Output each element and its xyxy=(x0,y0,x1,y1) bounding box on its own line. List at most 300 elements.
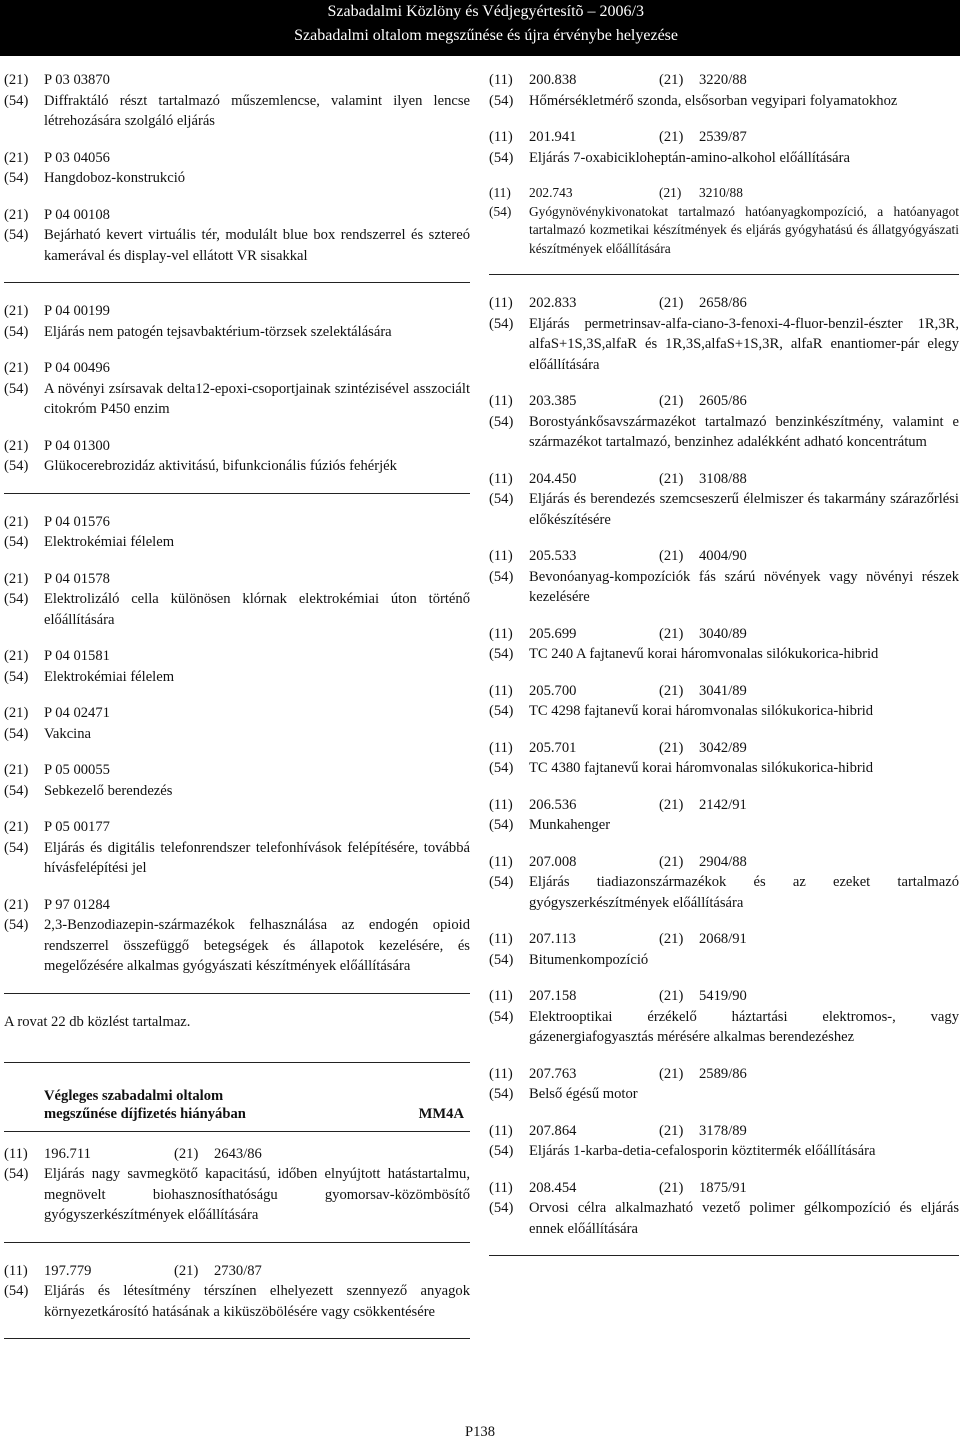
section-title-line1: Végleges szabadalmi oltalom xyxy=(44,1087,224,1104)
code-21: (21) xyxy=(659,470,684,487)
separator-line xyxy=(4,1338,470,1339)
code-54: (54) xyxy=(4,380,29,397)
patent-entry xyxy=(489,293,959,375)
entry-title-row xyxy=(489,701,959,722)
application-number: 2589/86 xyxy=(699,1065,747,1082)
code-54: (54) xyxy=(4,782,29,799)
section-heading xyxy=(4,1087,470,1123)
patent-entry xyxy=(4,895,470,977)
patent-number: 207.763 xyxy=(529,1065,577,1082)
patent-number: 200.838 xyxy=(529,72,577,88)
separator-line xyxy=(4,1242,470,1243)
code-11: (11) xyxy=(489,625,513,642)
code-11: (11) xyxy=(489,129,513,145)
patent-entry xyxy=(4,703,470,744)
application-number: 2068/91 xyxy=(699,931,747,947)
code-54: (54) xyxy=(4,839,29,856)
invention-title: Vakcina xyxy=(44,725,92,742)
entry-title-row xyxy=(4,781,470,802)
code-54: (54) xyxy=(489,646,514,662)
patent-entry xyxy=(4,817,470,879)
code-21: (21) xyxy=(4,648,29,664)
patent-entry xyxy=(4,760,470,801)
header-subtitle: Szabadalmi oltalom megszűnése és újra érvénybe helyezése xyxy=(294,27,678,44)
entry-number-row xyxy=(489,127,959,148)
patent-number: 205.701 xyxy=(529,739,577,756)
entry-title-row xyxy=(489,950,959,971)
patent-entry xyxy=(4,512,470,553)
entry-gap xyxy=(4,630,470,646)
code-54: (54) xyxy=(4,227,29,243)
patent-entry xyxy=(4,358,470,420)
entry-number-row xyxy=(4,1144,470,1165)
application-number: 2539/87 xyxy=(699,129,747,145)
invention-title: Eljárás és berendezés szemcseszerű élelmiszer és takarmány szárazőrlési előkészítésére xyxy=(529,491,959,528)
section-title-line2: megszűnése díjfizetés hiányában xyxy=(44,1105,246,1122)
entry-title-row xyxy=(489,148,959,169)
entry-number-row xyxy=(489,624,959,645)
code-11: (11) xyxy=(489,739,513,756)
code-11: (11) xyxy=(489,295,513,311)
entry-number-row xyxy=(4,1261,470,1282)
entry-gap xyxy=(489,1105,959,1121)
left-column xyxy=(4,70,470,1357)
invention-title: Bevonóanyag-kompozíciók fás szárú növények vagy növényi részek kezelésére xyxy=(529,568,959,605)
application-number: 3210/88 xyxy=(699,185,743,200)
code-21: (21) xyxy=(659,548,684,564)
code-54: (54) xyxy=(4,917,29,933)
code-54: (54) xyxy=(489,760,514,776)
code-21: (21) xyxy=(4,303,29,319)
application-number: P 05 00055 xyxy=(44,762,110,778)
entry-gap xyxy=(4,879,470,895)
header-title: Szabadalmi Közlöny és Védjegyértesítõ – 2006/3 xyxy=(327,3,644,20)
entry-gap xyxy=(489,779,959,795)
code-11: (11) xyxy=(489,931,513,947)
code-21: (21) xyxy=(659,682,684,699)
entry-title-row xyxy=(489,1141,959,1162)
patent-entry xyxy=(489,184,959,258)
invention-title: Bejárható kevert virtuális tér, modulált blue box rendszerrel és sztereó kamerával és display-vel ellátott VR sisakkal xyxy=(44,227,470,264)
code-21: (21) xyxy=(4,72,29,88)
patent-entry xyxy=(489,681,959,722)
section-code: MM4A xyxy=(418,1105,464,1122)
code-11: (11) xyxy=(4,1262,28,1279)
entry-number-row xyxy=(489,986,959,1007)
entry-title-row xyxy=(489,489,959,530)
application-number: P 04 02471 xyxy=(44,705,110,721)
patent-number: 207.008 xyxy=(529,853,577,870)
code-21: (21) xyxy=(4,437,29,454)
entry-gap xyxy=(4,132,470,148)
invention-title: Eljárás és digitális telefonrendszer telefonhívások felépítésére, továbbá hívásfelépítési jel xyxy=(44,839,470,876)
code-11: (11) xyxy=(4,1145,28,1162)
patent-number: 204.450 xyxy=(529,470,577,487)
invention-title: TC 4298 fajtanevű korai háromvonalas silókukorica-hibrid xyxy=(529,703,874,719)
code-54: (54) xyxy=(4,323,29,340)
code-11: (11) xyxy=(489,470,513,487)
patent-entry xyxy=(4,646,470,687)
invention-title: Elektrokémiai félelem xyxy=(44,668,175,685)
patent-entry xyxy=(4,1144,470,1226)
code-54: (54) xyxy=(489,703,514,719)
patent-number: 205.533 xyxy=(529,548,577,564)
invention-title: Glükocerebrozidáz aktivitású, bifunkcionális fúziós fehérjék xyxy=(44,458,397,474)
entry-title-row xyxy=(489,1084,959,1105)
patent-entry xyxy=(489,795,959,836)
entry-title-row xyxy=(4,724,470,745)
entry-title-row xyxy=(4,838,470,879)
entry-title-row xyxy=(4,1281,470,1322)
application-number: 3220/88 xyxy=(699,72,747,88)
code-54: (54) xyxy=(4,1166,29,1182)
entry-number-row xyxy=(489,70,959,91)
patent-entry xyxy=(489,469,959,531)
entry-title-row xyxy=(489,314,959,376)
separator-line xyxy=(4,1131,470,1132)
application-number: P 04 00199 xyxy=(44,303,110,319)
code-21: (21) xyxy=(4,762,29,778)
application-number: 3040/89 xyxy=(699,625,747,642)
code-11: (11) xyxy=(489,853,513,870)
code-11: (11) xyxy=(489,1065,513,1082)
code-21: (21) xyxy=(659,129,684,145)
entry-gap xyxy=(489,111,959,127)
separator-line xyxy=(4,493,470,494)
code-21: (21) xyxy=(659,796,684,813)
invention-title: Eljárás 7-oxabicikloheptán-amino-alkohol előállítására xyxy=(529,149,850,166)
application-number: P 04 01300 xyxy=(44,437,110,454)
patent-number: 205.699 xyxy=(529,625,577,642)
entry-number-row xyxy=(4,70,470,91)
entry-gap xyxy=(489,913,959,929)
entry-number-row xyxy=(4,358,470,379)
application-number: P 04 01576 xyxy=(44,513,110,530)
entry-number-row xyxy=(4,301,470,322)
entry-number-row xyxy=(4,760,470,781)
patent-entry xyxy=(489,70,959,111)
code-11: (11) xyxy=(489,393,513,409)
code-54: (54) xyxy=(4,725,29,742)
code-21: (21) xyxy=(4,206,29,223)
patent-entry xyxy=(489,1121,959,1162)
invention-title: Borostyánkősavszármazékot tartalmazó benzinkészítmény, valamint e származékot tartalmazó, benzinhez adalékként adható koncentrátum xyxy=(529,413,959,450)
entry-number-row xyxy=(489,852,959,873)
patent-number: 197.779 xyxy=(44,1262,92,1279)
code-54: (54) xyxy=(4,1283,29,1299)
entry-title-row xyxy=(489,758,959,779)
invention-title: Bitumenkompozíció xyxy=(529,951,649,968)
code-21: (21) xyxy=(659,72,684,88)
code-11: (11) xyxy=(489,72,513,88)
entry-title-row xyxy=(4,532,470,553)
entry-gap xyxy=(489,168,959,184)
code-21: (21) xyxy=(4,570,29,587)
entry-number-row xyxy=(4,895,470,916)
entry-number-row xyxy=(489,469,959,490)
patent-entry xyxy=(489,546,959,608)
code-54: (54) xyxy=(4,668,29,685)
entry-title-row xyxy=(489,412,959,453)
application-number: P 04 01578 xyxy=(44,570,110,587)
code-21: (21) xyxy=(4,705,29,721)
invention-title: A növényi zsírsavak delta12-epoxi-csoportjainak szintézisével asszociált citokróm P450 enzim xyxy=(44,380,470,417)
code-21: (21) xyxy=(659,1179,684,1196)
invention-title: Elektrooptikai érzékelő háztartási elektromos-, vagy gázenergiafogyasztás mérésére alkalmas berendezéshez xyxy=(529,1008,959,1045)
entry-title-row xyxy=(4,667,470,688)
application-number: 3041/89 xyxy=(699,682,747,699)
patent-entry xyxy=(489,624,959,665)
code-11: (11) xyxy=(489,1122,513,1139)
invention-title: Eljárás permetrinsav-alfa-ciano-3-fenoxi-4-fluor-benzil-észter 1R,3R, alfaS+1S,3S,alfaR és 1R,3S,alfaS+1S,3R, alfaR enantiomer-pár elegy előállítására xyxy=(529,315,959,373)
invention-title: Sebkezelő berendezés xyxy=(44,782,173,799)
entry-gap xyxy=(489,836,959,852)
entry-title-row xyxy=(4,91,470,132)
page-number: P138 xyxy=(464,1424,495,1440)
patent-entry xyxy=(489,1178,959,1240)
entry-number-row xyxy=(489,929,959,950)
code-21: (21) xyxy=(4,819,29,835)
entry-number-row xyxy=(489,184,959,203)
code-54: (54) xyxy=(489,951,514,968)
code-54: (54) xyxy=(489,817,514,833)
entry-title-row xyxy=(489,1007,959,1048)
code-21: (21) xyxy=(174,1262,199,1279)
entry-title-row xyxy=(4,915,470,977)
patent-number: 201.941 xyxy=(529,129,577,145)
application-number: 2643/86 xyxy=(214,1145,262,1162)
application-number: 1875/91 xyxy=(699,1179,747,1196)
code-54: (54) xyxy=(4,92,29,109)
application-number: P 04 00496 xyxy=(44,360,110,376)
invention-title: Gyógynövénykivonatokat tartalmazó hatóanyagkompozíció, a hatóanyagot tartalmazó kozmetikai készítmények és eljárás gyógyhatású és állatgyógyászati készítmények előállítására xyxy=(529,203,959,256)
invention-title: Eljárás tiadiazonszármazékok és az ezeket tartalmazó gyógyszerkészítmények előállítására xyxy=(529,874,959,911)
code-54: (54) xyxy=(4,170,29,186)
application-number: P 04 01581 xyxy=(44,648,110,664)
entry-title-row xyxy=(489,644,959,665)
patent-number: 196.711 xyxy=(44,1145,91,1162)
code-54: (54) xyxy=(489,203,512,219)
entry-title-row xyxy=(4,225,470,266)
patent-entry xyxy=(489,852,959,914)
code-21: (21) xyxy=(659,739,684,756)
code-11: (11) xyxy=(489,682,513,699)
patent-number: 203.385 xyxy=(529,393,577,409)
patent-entry xyxy=(489,929,959,970)
code-21: (21) xyxy=(659,185,682,200)
entry-title-row xyxy=(4,589,470,630)
code-11: (11) xyxy=(489,796,513,813)
patent-number: 202.743 xyxy=(529,185,573,200)
code-54: (54) xyxy=(489,315,514,332)
invention-title: TC 4380 fajtanevű korai háromvonalas silókukorica-hibrid xyxy=(529,760,874,776)
entry-number-row xyxy=(489,795,959,816)
entry-number-row xyxy=(4,703,470,724)
entry-gap xyxy=(489,453,959,469)
patent-entry xyxy=(489,391,959,453)
patent-number: 207.113 xyxy=(529,931,576,947)
patent-number: 207.158 xyxy=(529,988,577,1004)
invention-title: Elektrokémiai félelem xyxy=(44,534,175,550)
entry-title-row xyxy=(4,379,470,420)
entry-title-row xyxy=(489,91,959,112)
entry-gap xyxy=(4,189,470,205)
page-header xyxy=(0,0,960,56)
application-number: P 03 03870 xyxy=(44,72,110,88)
entry-title-row xyxy=(489,872,959,913)
code-11: (11) xyxy=(489,185,511,200)
application-number: 2658/86 xyxy=(699,295,747,311)
entry-gap xyxy=(4,553,470,569)
application-number: 2605/86 xyxy=(699,393,747,409)
patent-number: 205.700 xyxy=(529,682,577,699)
entry-number-row xyxy=(4,817,470,838)
application-number: 5419/90 xyxy=(699,988,747,1004)
application-number: 3042/89 xyxy=(699,739,747,756)
code-21: (21) xyxy=(4,896,29,913)
entry-number-row xyxy=(4,512,470,533)
application-number: P 03 04056 xyxy=(44,149,110,166)
patent-entry xyxy=(4,569,470,631)
entry-number-row xyxy=(489,1121,959,1142)
entry-title-row xyxy=(489,1198,959,1239)
invention-title: Diffraktáló részt tartalmazó műszemlencse, valamint ilyen lencse létrehozására szolgáló eljárás xyxy=(44,92,470,129)
entry-title-row xyxy=(4,168,470,189)
entry-gap xyxy=(489,722,959,738)
code-21: (21) xyxy=(4,149,29,166)
code-54: (54) xyxy=(489,1008,514,1025)
patent-entry xyxy=(4,301,470,342)
patent-number: 206.536 xyxy=(529,796,577,813)
invention-title: Eljárás 1-karba-detia-cefalosporin köztitermék előállítására xyxy=(529,1143,876,1159)
application-number: P 97 01284 xyxy=(44,896,110,913)
separator-line xyxy=(4,282,470,283)
code-21: (21) xyxy=(174,1145,199,1162)
code-21: (21) xyxy=(659,1065,684,1082)
entry-number-row xyxy=(489,738,959,759)
entry-gap xyxy=(489,1048,959,1064)
patent-number: 202.833 xyxy=(529,295,577,311)
entry-gap xyxy=(489,970,959,986)
invention-title: TC 240 A fajtanevű korai háromvonalas silókukorica-hibrid xyxy=(529,646,879,662)
entry-number-row xyxy=(4,436,470,457)
invention-title: Eljárás nagy savmegkötő kapacitású, időben elnyújtott hatástartalmu, megnövelt biohasznosíthatóságu gyomorsav-közömbösítő gyógyszerkészítmények előállítására xyxy=(44,1166,470,1223)
code-21: (21) xyxy=(659,625,684,642)
patent-entry xyxy=(4,436,470,477)
code-54: (54) xyxy=(489,568,514,585)
entry-gap xyxy=(4,687,470,703)
code-21: (21) xyxy=(659,853,684,870)
entry-gap xyxy=(489,608,959,624)
separator-line xyxy=(489,1255,959,1256)
entry-number-row xyxy=(489,1064,959,1085)
entry-gap xyxy=(489,375,959,391)
application-number: 2730/87 xyxy=(214,1262,262,1279)
separator-line xyxy=(489,274,959,275)
code-54: (54) xyxy=(489,874,514,890)
code-54: (54) xyxy=(4,458,29,474)
invention-title: Hangdoboz-konstrukció xyxy=(44,170,186,186)
entry-number-row xyxy=(4,569,470,590)
code-21: (21) xyxy=(659,295,684,311)
application-number: 3178/89 xyxy=(699,1122,747,1139)
code-54: (54) xyxy=(489,1143,514,1159)
right-column xyxy=(489,70,959,1274)
code-54: (54) xyxy=(4,591,29,607)
invention-title: Eljárás nem patogén tejsavbaktérium-törzsek szelektálására xyxy=(44,323,392,340)
entry-gap xyxy=(489,1162,959,1178)
code-21: (21) xyxy=(659,988,684,1004)
entry-number-row xyxy=(489,1178,959,1199)
section-heading-text xyxy=(44,1087,246,1123)
patent-entry xyxy=(489,1064,959,1105)
entry-title-row xyxy=(4,322,470,343)
patent-entry xyxy=(4,1261,470,1323)
invention-title: Belső égésű motor xyxy=(529,1086,638,1102)
code-21: (21) xyxy=(659,931,684,947)
patent-entry xyxy=(4,148,470,189)
code-54: (54) xyxy=(489,1200,514,1216)
entry-gap xyxy=(4,420,470,436)
code-54: (54) xyxy=(489,413,514,430)
invention-title: Elektrolizáló cella különösen klórnak elektrokémiai úton történő előállítására xyxy=(44,591,470,628)
code-11: (11) xyxy=(489,548,513,564)
code-54: (54) xyxy=(4,534,29,550)
application-number: 3108/88 xyxy=(699,470,747,487)
entry-gap xyxy=(4,342,470,358)
entry-gap xyxy=(489,665,959,681)
invention-title: Orvosi célra alkalmazható vezető polimer gélkompozíció és eljárás ennek előállítására xyxy=(529,1200,959,1237)
code-21: (21) xyxy=(659,393,684,409)
code-54: (54) xyxy=(489,1086,514,1102)
patent-entry xyxy=(489,986,959,1048)
separator-line xyxy=(4,993,470,994)
patent-entry xyxy=(4,205,470,267)
code-21: (21) xyxy=(4,360,29,376)
entry-gap xyxy=(4,801,470,817)
invention-title: 2,3-Benzodiazepin-származékok felhasználása az endogén opioid rendszerrel összefüggő betegségek és állapotok kezelésére, és megelőzésére alkalmas gyógyászati készítmények előállítására xyxy=(44,917,470,974)
invention-title: Hőmérsékletmérő szonda, elsősorban vegyipari folyamatokhoz xyxy=(529,92,898,109)
code-54: (54) xyxy=(489,92,514,109)
application-number: 2904/88 xyxy=(699,853,747,870)
entry-number-row xyxy=(4,646,470,667)
entry-number-row xyxy=(489,391,959,412)
entry-title-row xyxy=(4,456,470,477)
application-number: P 04 00108 xyxy=(44,206,110,223)
application-number: 2142/91 xyxy=(699,796,747,813)
entry-number-row xyxy=(4,148,470,169)
entry-gap xyxy=(4,744,470,760)
entry-title-row xyxy=(4,1164,470,1226)
code-54: (54) xyxy=(489,149,514,166)
entry-number-row xyxy=(489,681,959,702)
entry-title-row xyxy=(489,567,959,608)
entry-number-row xyxy=(489,293,959,314)
entry-title-row xyxy=(489,203,959,259)
application-number: 4004/90 xyxy=(699,548,747,564)
patent-number: 207.864 xyxy=(529,1122,577,1139)
invention-title: Munkahenger xyxy=(529,817,611,833)
patent-entry xyxy=(489,738,959,779)
invention-title: Eljárás és létesítmény térszínen elhelyezett szennyező anyagok környezetkárosító hatásának a kiküszöbölésére vagy csökkentésére xyxy=(44,1283,470,1320)
section-count-note: A rovat 22 db közlést tartalmaz. xyxy=(4,1013,191,1030)
code-21: (21) xyxy=(659,1122,684,1139)
code-54: (54) xyxy=(489,491,514,507)
application-number: P 05 00177 xyxy=(44,819,110,835)
entry-number-row xyxy=(4,205,470,226)
entry-number-row xyxy=(489,546,959,567)
separator-line xyxy=(4,1062,470,1063)
